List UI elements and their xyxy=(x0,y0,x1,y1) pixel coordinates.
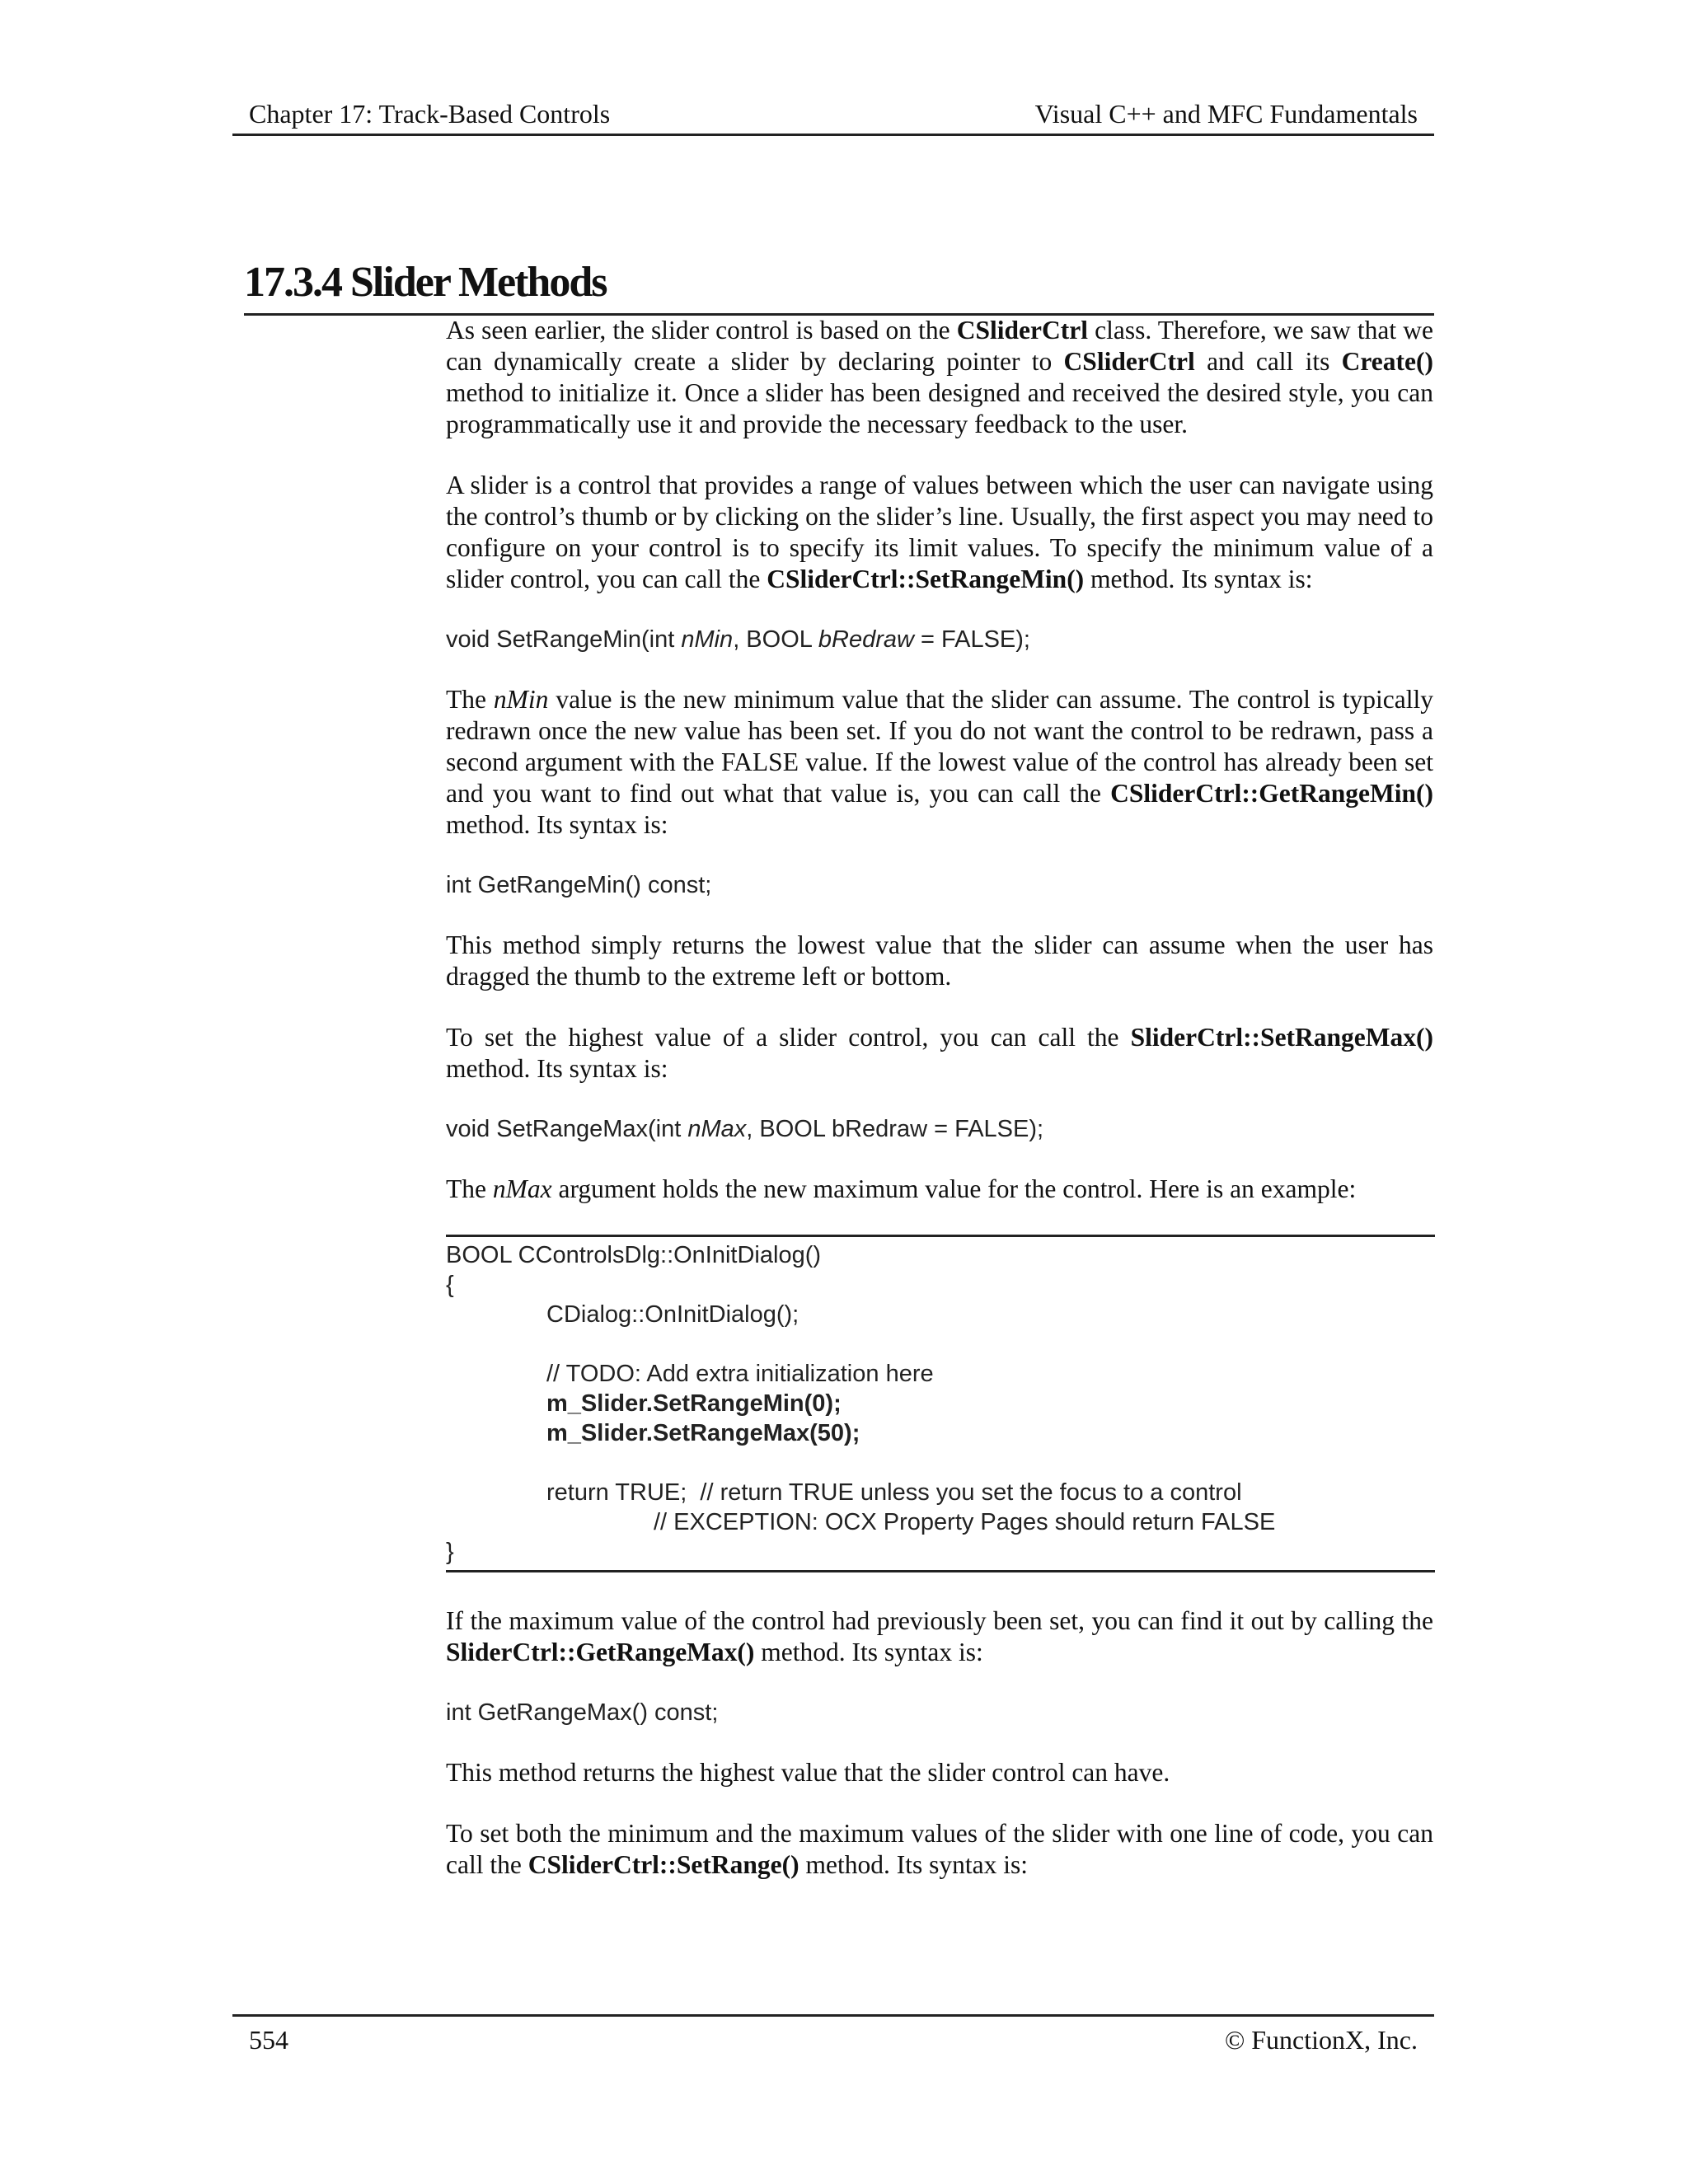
code-get-range-min: int GetRangeMin() const; xyxy=(446,872,712,898)
code-set-range-min: void SetRangeMin(int nMin, BOOL bRedraw = FALSE); xyxy=(446,626,1030,653)
paragraph-nmin: The nMin value is the new minimum value that the slider can assume. The control is typically redrawn once the new value has been set. If you do not want the control to be redrawn, pass a second argument with the FALSE value. If the lowest value of the control has already been set and you want to find out what that value is, you can call the CSliderCtrl::GetRangeMin() method. Its syntax is: xyxy=(446,685,1433,839)
code-set-range-max: void SetRangeMax(int nMax, BOOL bRedraw = FALSE); xyxy=(446,1116,1044,1142)
copyright: © FunctionX, Inc. xyxy=(1224,2025,1418,2055)
paragraph-intro: As seen earlier, the slider control is based on the CSliderCtrl class. Therefore, we saw that we can dynamically create a slider by declaring pointer to CSliderCtrl and call its Create() method to initialize it. Once a slider has been designed and received the desired style, you can programmatically use it and provide the necessary feedback to the user. xyxy=(446,316,1433,438)
code-example xyxy=(446,1235,1435,1572)
code-line: BOOL CControlsDlg::OnInitDialog() xyxy=(446,1242,822,1268)
section-title: 17.3.4 Slider Methods xyxy=(244,254,1434,316)
paragraph-lowest-value: This method simply returns the lowest value that the slider can assume when the user has dragged the thumb to the extreme left or bottom. xyxy=(446,930,1433,991)
code-line: CDialog::OnInitDialog(); xyxy=(546,1301,799,1328)
page-number: 554 xyxy=(249,2025,288,2055)
code-line: m_Slider.SetRangeMin(0); xyxy=(546,1390,842,1417)
code-line: m_Slider.SetRangeMax(50); xyxy=(546,1420,860,1446)
page-header xyxy=(232,99,1434,136)
code-line xyxy=(446,1448,1435,1478)
code-line: return TRUE; // return TRUE unless you set the focus to a control xyxy=(546,1479,1242,1506)
code-line xyxy=(446,1329,1435,1359)
code-line: // TODO: Add extra initialization here xyxy=(546,1361,934,1387)
code-line: // EXCEPTION: OCX Property Pages should return FALSE xyxy=(654,1509,1276,1535)
paragraph-nmax: The nMax argument holds the new maximum value for the control. Here is an example: xyxy=(446,1174,1357,1203)
code-get-range-max: int GetRangeMax() const; xyxy=(446,1699,719,1726)
paragraph-range-max: To set the highest value of a slider control, you can call the SliderCtrl::SetRangeMax() method. Its syntax is: xyxy=(446,1023,1433,1083)
paragraph-highest-value: This method returns the highest value that the slider control can have. xyxy=(446,1758,1170,1787)
book-title: Visual C++ and MFC Fundamentals xyxy=(1034,99,1418,129)
page-footer xyxy=(232,2014,1434,2055)
paragraph-get-range-max: If the maximum value of the control had previously been set, you can find it out by calling the SliderCtrl::GetRangeMax() method. Its syntax is: xyxy=(446,1606,1433,1666)
body-content xyxy=(446,315,1433,1910)
paragraph-range-min: A slider is a control that provides a range of values between which the user can navigate using the control’s thumb or by clicking on the slider’s line. Usually, the first aspect you may need to configure on your control is to specify its limit values. To specify the minimum value of a slider control, you can call the CSliderCtrl::SetRangeMin() method. Its syntax is: xyxy=(446,471,1433,593)
paragraph-set-range: To set both the minimum and the maximum values of the slider with one line of code, you can call the CSliderCtrl::SetRange() method. Its syntax is: xyxy=(446,1819,1433,1879)
chapter-title: Chapter 17: Track-Based Controls xyxy=(249,99,611,129)
code-line: } xyxy=(446,1539,454,1565)
code-line: { xyxy=(446,1272,454,1298)
